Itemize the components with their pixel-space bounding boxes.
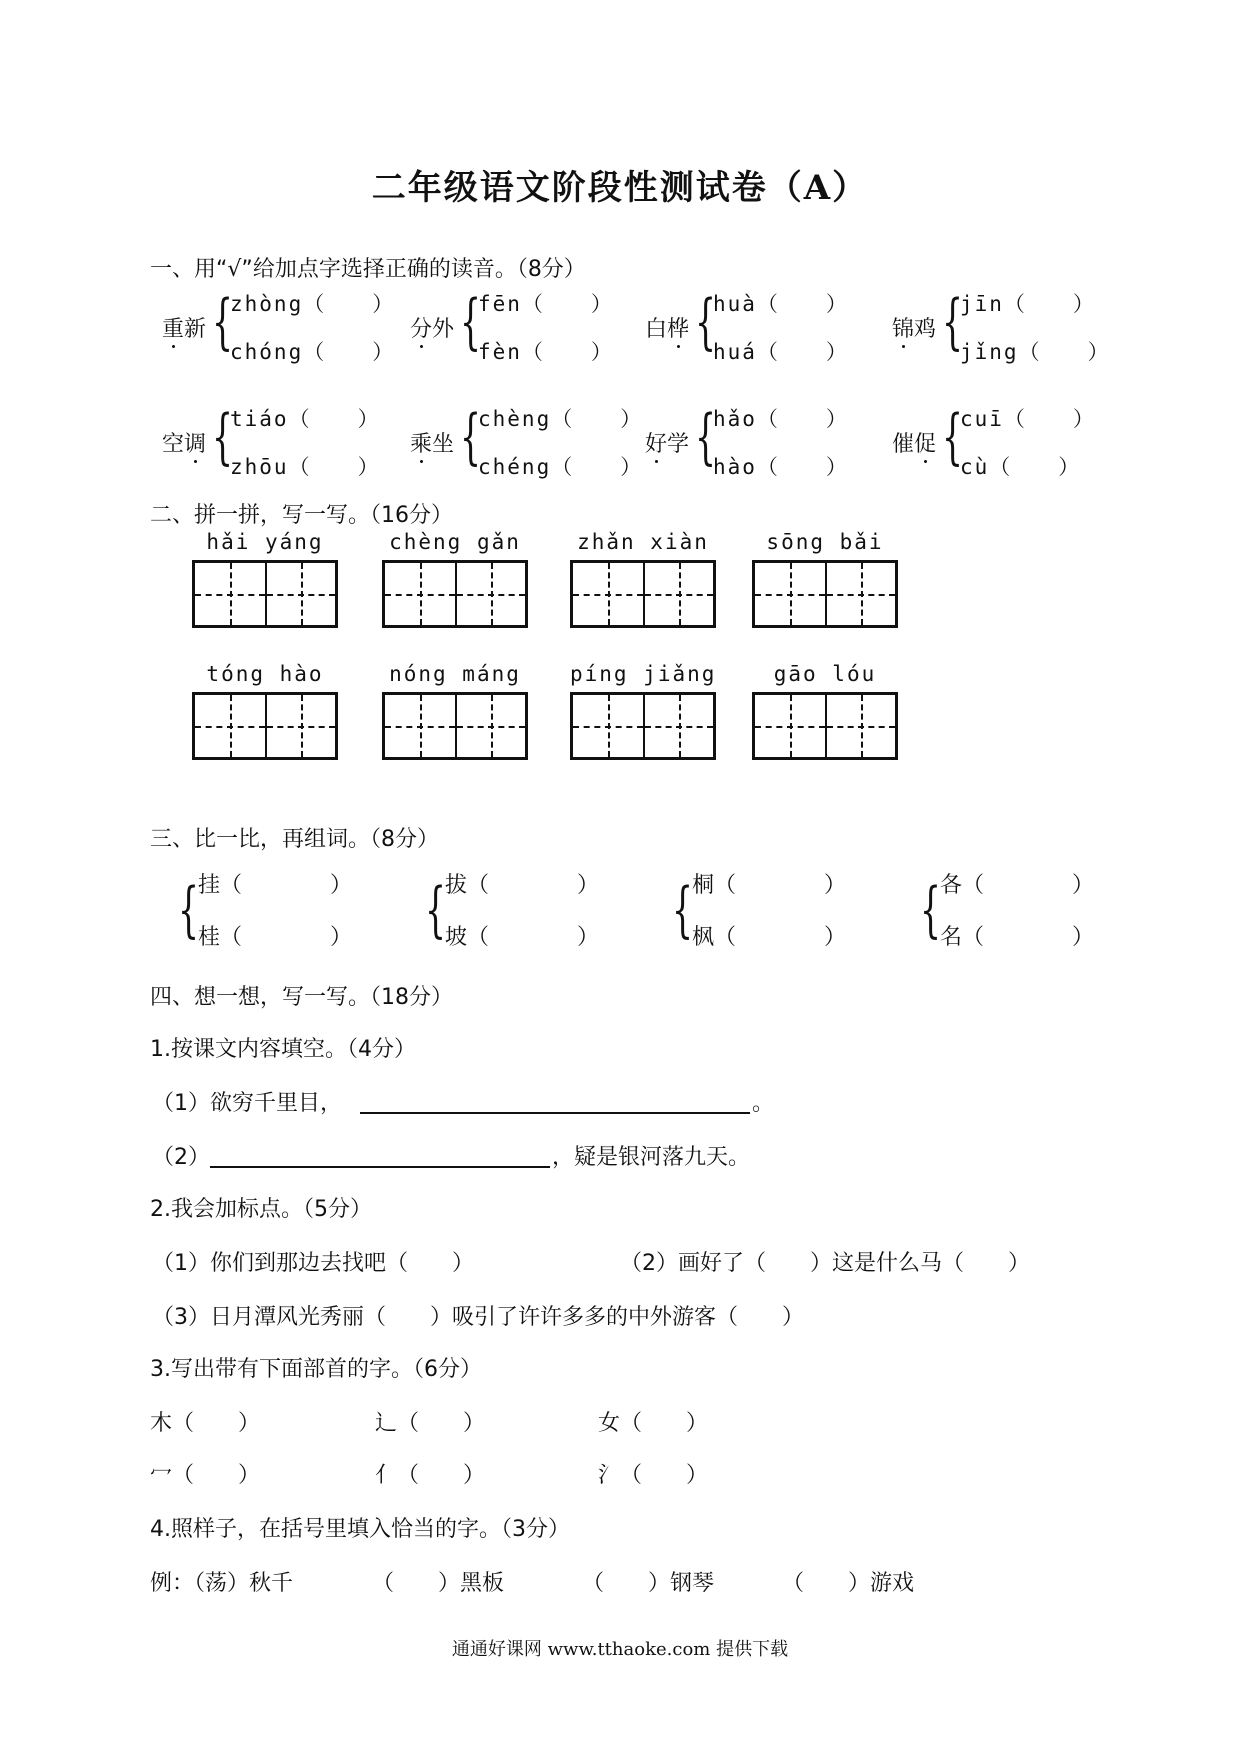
q2-heading: 2.我会加标点。（5分） [150, 1197, 372, 1222]
section1-word [162, 427, 206, 458]
word-char: 鸡 [914, 317, 937, 342]
section1-word [162, 312, 206, 343]
pinyin-label: tóng hào [206, 662, 324, 686]
word-char: 空 [162, 432, 185, 457]
footer-credit: 通通好课网 www.tthaoke.com 提供下载 [451, 1639, 789, 1660]
pinyin-option[interactable]: chèng（ ） [478, 407, 644, 431]
page-title: 二年级语文阶段性测试卷（A） [371, 168, 869, 208]
pinyin-option[interactable]: chéng（ ） [478, 455, 644, 479]
grid-cell[interactable] [573, 563, 643, 625]
pinyin-option[interactable]: cù（ ） [960, 455, 1082, 479]
pinyin-label: píng jiǎng [570, 662, 717, 686]
pinyin-option[interactable]: hǎo（ ） [713, 407, 849, 431]
section1-word [410, 312, 454, 343]
brace-icon: { [212, 402, 234, 472]
brace-icon: { [920, 875, 942, 945]
radical-item[interactable]: 木（ ） [150, 1411, 261, 1436]
writing-grid[interactable] [752, 692, 898, 760]
writing-grid[interactable] [382, 692, 528, 760]
section1-word [645, 427, 689, 458]
pinyin-option[interactable]: jīn（ ） [960, 292, 1096, 316]
writing-grid[interactable] [570, 560, 716, 628]
compare-item[interactable]: 各（ ） [940, 873, 1095, 898]
section1-word [410, 427, 454, 458]
brace-icon: { [460, 287, 482, 357]
brace-icon: { [942, 402, 964, 472]
brace-icon: { [425, 875, 447, 945]
grid-cell[interactable] [573, 695, 643, 757]
section1-word [892, 427, 936, 458]
compare-item[interactable]: 坡（ ） [445, 925, 600, 950]
word-char: 外 [432, 317, 455, 342]
pinyin-label: gāo lóu [773, 662, 877, 686]
grid-cell[interactable] [825, 695, 895, 757]
brace-icon: { [695, 402, 717, 472]
q2-line1a: （1）你们到那边去找吧（ ） [152, 1251, 474, 1276]
word-char: 调 [184, 427, 206, 458]
pinyin-option[interactable]: zhòng（ ） [230, 292, 396, 316]
grid-cell[interactable] [265, 695, 335, 757]
word-char: 学 [667, 432, 690, 457]
brace-icon: { [178, 875, 200, 945]
word-char: 白 [645, 317, 668, 342]
writing-grid[interactable] [192, 692, 338, 760]
q1-line2-blank[interactable] [210, 1166, 550, 1168]
brace-icon: { [460, 402, 482, 472]
brace-icon: { [695, 287, 717, 357]
grid-cell[interactable] [385, 695, 455, 757]
pinyin-option[interactable]: cuī（ ） [960, 407, 1096, 431]
pinyin-label: zhǎn xiàn [577, 530, 709, 554]
q4-heading: 4.照样子，在括号里填入恰当的字。（3分） [150, 1517, 570, 1542]
grid-cell[interactable] [755, 563, 825, 625]
brace-icon: { [672, 875, 694, 945]
q2-line1b: （2）画好了（ ）这是什么马（ ） [620, 1251, 1030, 1276]
word-char: 分 [410, 312, 432, 343]
word-char: 促 [914, 427, 936, 458]
pinyin-label: chèng gǎn [389, 530, 521, 554]
q3-heading: 3.写出带有下面部首的字。（6分） [150, 1357, 482, 1382]
section1-word [645, 312, 689, 343]
fill-item[interactable]: （ ）游戏 [782, 1571, 915, 1596]
word-char: 催 [892, 432, 915, 457]
grid-cell[interactable] [455, 563, 525, 625]
pinyin-option[interactable]: huà（ ） [713, 292, 849, 316]
q1-line2-prefix: （2） [152, 1145, 210, 1170]
grid-cell[interactable] [195, 563, 265, 625]
section4-heading: 四、想一想，写一写。（18分） [150, 985, 453, 1010]
radical-item[interactable]: 冖（ ） [150, 1463, 261, 1488]
word-char: 桦 [667, 312, 689, 343]
grid-cell[interactable] [643, 563, 713, 625]
q1-heading: 1.按课文内容填空。（4分） [150, 1037, 416, 1062]
compare-item[interactable]: 桐（ ） [692, 873, 847, 898]
word-char: 锦 [892, 312, 914, 343]
writing-grid[interactable] [570, 692, 716, 760]
word-char: 乘 [410, 427, 432, 458]
pinyin-label: hǎi yáng [206, 530, 324, 554]
compare-item[interactable]: 枫（ ） [692, 925, 847, 950]
compare-item[interactable]: 名（ ） [940, 925, 1095, 950]
pinyin-option[interactable]: hào（ ） [713, 455, 849, 479]
word-char: 好 [645, 427, 667, 458]
word-char: 坐 [432, 432, 455, 457]
fill-item[interactable]: （ ）黑板 [372, 1571, 505, 1596]
radical-item[interactable]: 辶（ ） [375, 1411, 486, 1436]
grid-cell[interactable] [825, 563, 895, 625]
compare-item[interactable]: 拔（ ） [445, 873, 600, 898]
compare-item[interactable]: 挂（ ） [198, 873, 353, 898]
grid-cell[interactable] [755, 695, 825, 757]
compare-item[interactable]: 桂（ ） [198, 925, 353, 950]
pinyin-option[interactable]: zhōu（ ） [230, 455, 381, 479]
section3-heading: 三、比一比，再组词。（8分） [150, 827, 439, 852]
grid-cell[interactable] [385, 563, 455, 625]
radical-item[interactable]: 氵（ ） [598, 1463, 709, 1488]
grid-cell[interactable] [643, 695, 713, 757]
brace-icon: { [212, 287, 234, 357]
pinyin-label: nóng máng [389, 662, 521, 686]
section1-word [892, 312, 936, 343]
example-item: 例：（荡）秋千 [150, 1571, 294, 1596]
pinyin-option[interactable]: jǐng（ ） [960, 340, 1111, 364]
grid-cell[interactable] [195, 695, 265, 757]
grid-cell[interactable] [265, 563, 335, 625]
q1-line1-prefix: （1）欲穷千里目， [152, 1091, 342, 1116]
writing-grid[interactable] [192, 560, 338, 628]
pinyin-option[interactable]: fèn（ ） [478, 340, 614, 364]
q1-line2-suffix: ，疑是银河落九天。 [552, 1145, 751, 1170]
q2-line2: （3）日月潭风光秀丽（ ）吸引了许许多多的中外游客（ ） [152, 1305, 804, 1330]
section1-heading: 一、用“√”给加点字选择正确的读音。（8分） [150, 257, 586, 282]
writing-grid[interactable] [382, 560, 528, 628]
fill-item[interactable]: （ ）钢琴 [582, 1571, 715, 1596]
word-char: 新 [184, 317, 207, 342]
word-char: 重 [162, 312, 184, 343]
writing-grid[interactable] [752, 560, 898, 628]
pinyin-option[interactable]: chóng（ ） [230, 340, 396, 364]
pinyin-option[interactable]: fēn（ ） [478, 292, 614, 316]
section2-heading: 二、拼一拼，写一写。（16分） [150, 503, 453, 528]
q1-line1-blank[interactable] [360, 1112, 750, 1114]
radical-item[interactable]: 亻（ ） [375, 1463, 486, 1488]
q1-line1-suffix: 。 [752, 1091, 775, 1116]
pinyin-label: sōng bǎi [766, 530, 884, 554]
grid-cell[interactable] [455, 695, 525, 757]
pinyin-option[interactable]: tiáo（ ） [230, 407, 381, 431]
brace-icon: { [942, 287, 964, 357]
radical-item[interactable]: 女（ ） [598, 1411, 709, 1436]
pinyin-option[interactable]: huá（ ） [713, 340, 849, 364]
